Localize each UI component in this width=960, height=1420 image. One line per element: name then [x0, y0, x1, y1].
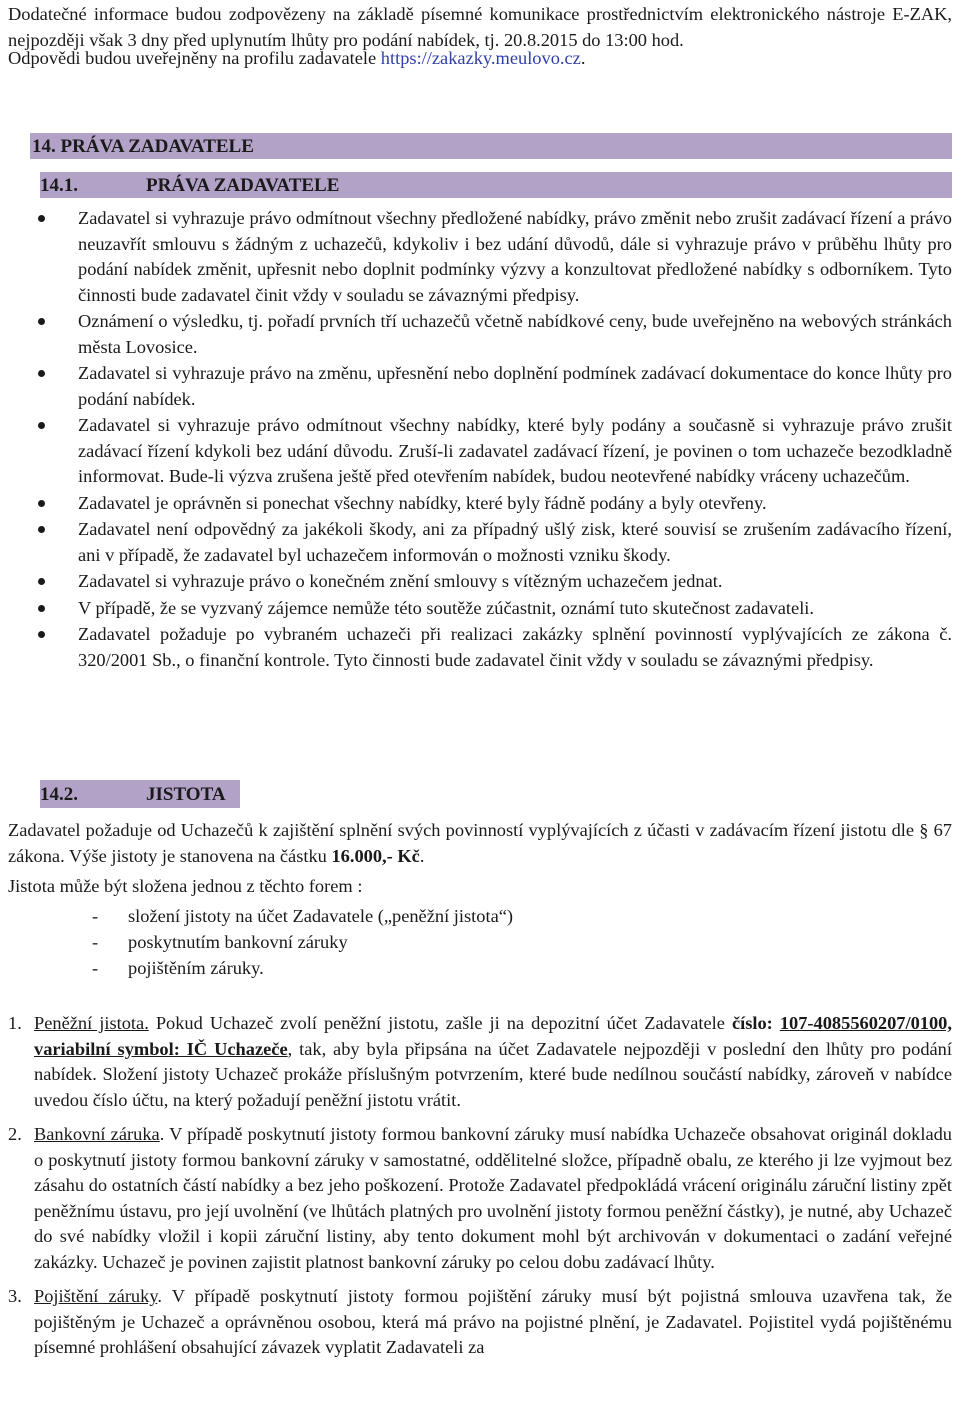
bullet-icon [38, 215, 45, 222]
item-title: Pojištění záruky [34, 1286, 158, 1306]
list-number: 1. [8, 1013, 22, 1033]
rights-bullet-list [0, 206, 960, 674]
account-label: číslo: [731, 1013, 773, 1033]
jistota-amount: 16.000,- Kč [331, 845, 420, 866]
bullet-icon [38, 631, 45, 638]
dash-icon: - [92, 958, 99, 978]
account-number: 107-4085560207/0100, variabilní symbol: IČ Uchazeče [34, 1013, 952, 1059]
section-heading-14: 14. PRÁVA ZADAVATELE [30, 133, 952, 159]
answers-tail: . [580, 48, 586, 68]
bullet-icon [38, 605, 45, 612]
subsection-title: JISTOTA [146, 784, 226, 805]
bullet-item: Oznámení o výsledku, tj. pořadí prvních tří uchazečů včetně nabídkové ceny, bude uveřejněno na webových stránkách města Lovosice. [0, 309, 960, 360]
answers-paragraph [8, 46, 952, 72]
bullet-icon [38, 422, 45, 429]
bullet-icon [38, 578, 45, 585]
dash-icon: - [92, 906, 99, 926]
subsection-title: PRÁVA ZADAVATELE [146, 175, 340, 196]
bullet-icon [38, 318, 45, 325]
item-title: Peněžní jistota. [34, 1013, 149, 1033]
item-title: Bankovní záruka [34, 1124, 160, 1144]
profile-link[interactable]: https://zakazky.meulovo.cz [380, 48, 581, 68]
list-number: 2. [8, 1124, 22, 1144]
list-item-insurance-guarantee: 3. Pojištění záruky. V případě poskytnutí jistoty formou pojištění záruky musí být pojistná smlouva uzavřena tak, že pojištěným je Uchazeč a oprávněnou osobou, která má právo na pojistné plnění, je Zadavatel. Pojistitel vydá pojištěnému písemné prohlášení obsahující závazek vyplatit Zadavateli za [8, 1286, 952, 1357]
dash-icon: - [92, 932, 99, 952]
subsection-heading-14-1 [40, 172, 952, 198]
forms-intro: Jistota může být složena jednou z těchto forem : [8, 876, 363, 896]
bullet-item: Zadavatel si vyhrazuje právo na změnu, upřesnění nebo doplnění podmínek zadávací dokumentace do konce lhůty pro podání nabídek. [0, 361, 960, 412]
list-item-cash-guarantee: 1. Peněžní jistota. Pokud Uchazeč zvolí peněžní jistotu, zašle ji na depozitní účet Zadavatele číslo: 107-4085560207/0100, variabilní symbol: IČ Uchazeče, tak, aby byla připsána na účet Zadavatele nejpozději v poslední den lhůty pro podání nabídek. Složení jistoty Uchazeč prokáže příslušným potvrzením, které bude nedílnou součástí nabídky, zároveň v nabídce uvedou číslo účtu, na který požadují peněžní jistotu vrátit. [8, 1013, 952, 1110]
list-item: - pojištěním záruky. [0, 956, 960, 982]
list-item: - poskytnutím bankovní záruky [0, 930, 960, 956]
intro-paragraph: Dodatečné informace budou zodpovězeny na základě písemné komunikace prostřednictvím elektronického nástroje E-ZAK, nejpozději však 3 dny před uplynutím lhůty pro podání nabídek, tj. 20.8.2015 do 13:00 hod. [8, 4, 952, 50]
bullet-item: Zadavatel si vyhrazuje právo odmítnout všechny nabídky, které byly podány a současně si vyhrazuje právo zrušit zadávací řízení kdykoli bez udání důvodu. Zruší-li zadavatel zadávací řízení, je povinen o tom uchazeče bezodkladně informovat. Bude-li výzva zrušena ještě před otevřením nabídek, budou neotevřené nabídky vráceny uchazečům. [0, 413, 960, 490]
bullet-icon [38, 370, 45, 377]
guarantee-types-list [0, 1011, 960, 1370]
list-number: 3. [8, 1286, 22, 1306]
bullet-item: Zadavatel si vyhrazuje právo o konečném znění smlouvy s vítězným uchazečem jednat. [0, 569, 960, 595]
bullet-icon [38, 500, 45, 507]
bullet-icon [38, 526, 45, 533]
list-item: - složení jistoty na účet Zadavatele („peněžní jistota“) [0, 904, 960, 930]
forms-list [0, 904, 960, 982]
bullet-item: Zadavatel není odpovědný za jakékoli škody, ani za případný ušlý zisk, které souvisí se zrušením zadávacího řízení, ani v případě, že zadavatel byl uchazečem informován o možnosti vzniku škody. [0, 517, 960, 568]
jistota-paragraph: Zadavatel požaduje od Uchazečů k zajištění splnění svých povinností vyplývajících z účasti v zadávacím řízení jistotu dle § 67 zákona. Výše jistoty je stanovena na částku 16.000,- Kč. [8, 820, 952, 866]
bullet-item: V případě, že se vyzvaný zájemce nemůže této soutěže zúčastnit, oznámí tuto skutečnost zadavateli. [0, 596, 960, 622]
subsection-number: 14.1. [40, 175, 78, 196]
subsection-number: 14.2. [40, 784, 78, 805]
bullet-item: Zadavatel je oprávněn si ponechat všechny nabídky, které byly řádně podány a byly otevřeny. [0, 491, 960, 517]
subsection-heading-14-2 [40, 780, 240, 808]
list-item-bank-guarantee: 2. Bankovní záruka. V případě poskytnutí jistoty formou bankovní záruky musí nabídka Uchazeče obsahovat originál dokladu o poskytnutí jistoty formou bankovní záruky v samostatné, oddělitelné složce, případně obalu, ze kterého ji lze vyjmout bez zásahu do ostatních částí nabídky a bez jeho poškození. Protože Zadavatel předpokládá vrácení originálu záruční listiny zpět peněžnímu ústavu, pro její uvolnění (ve lhůtách platných pro uvolnění jistoty formou peněžní částky), je nutné, aby Uchazeč do své nabídky vložil i kopii záruční listiny, aby tento dokument mohl být archivován v dokumentaci o zadání veřejné zakázky. Uchazeč je povinen zajistit platnost bankovní záruky po celou dobu zadávací lhůty. [8, 1124, 953, 1272]
answers-text: Odpovědi budou uveřejněny na profilu zadavatele [8, 48, 381, 68]
bullet-item: Zadavatel požaduje po vybraném uchazeči při realizaci zakázky splnění povinností vyplývajících ze zákona č. 320/2001 Sb., o finanční kontrole. Tyto činnosti bude zadavatel činit vždy v souladu se závaznými předpisy. [0, 622, 960, 673]
bullet-item: Zadavatel si vyhrazuje právo odmítnout všechny předložené nabídky, právo změnit nebo zrušit zadávací řízení a právo neuzavřít smlouvu s žádným z uchazečů, kdykoliv i bez udání důvodů, dále si vyhrazuje právo v průběhu lhůty pro podání nabídek změnit, upřesnit nebo doplnit podmínky výzvy a konzultovat předložené nabídky s odborníkem. Tyto činnosti bude zadavatel činit vždy v souladu se závaznými předpisy. [0, 206, 960, 308]
